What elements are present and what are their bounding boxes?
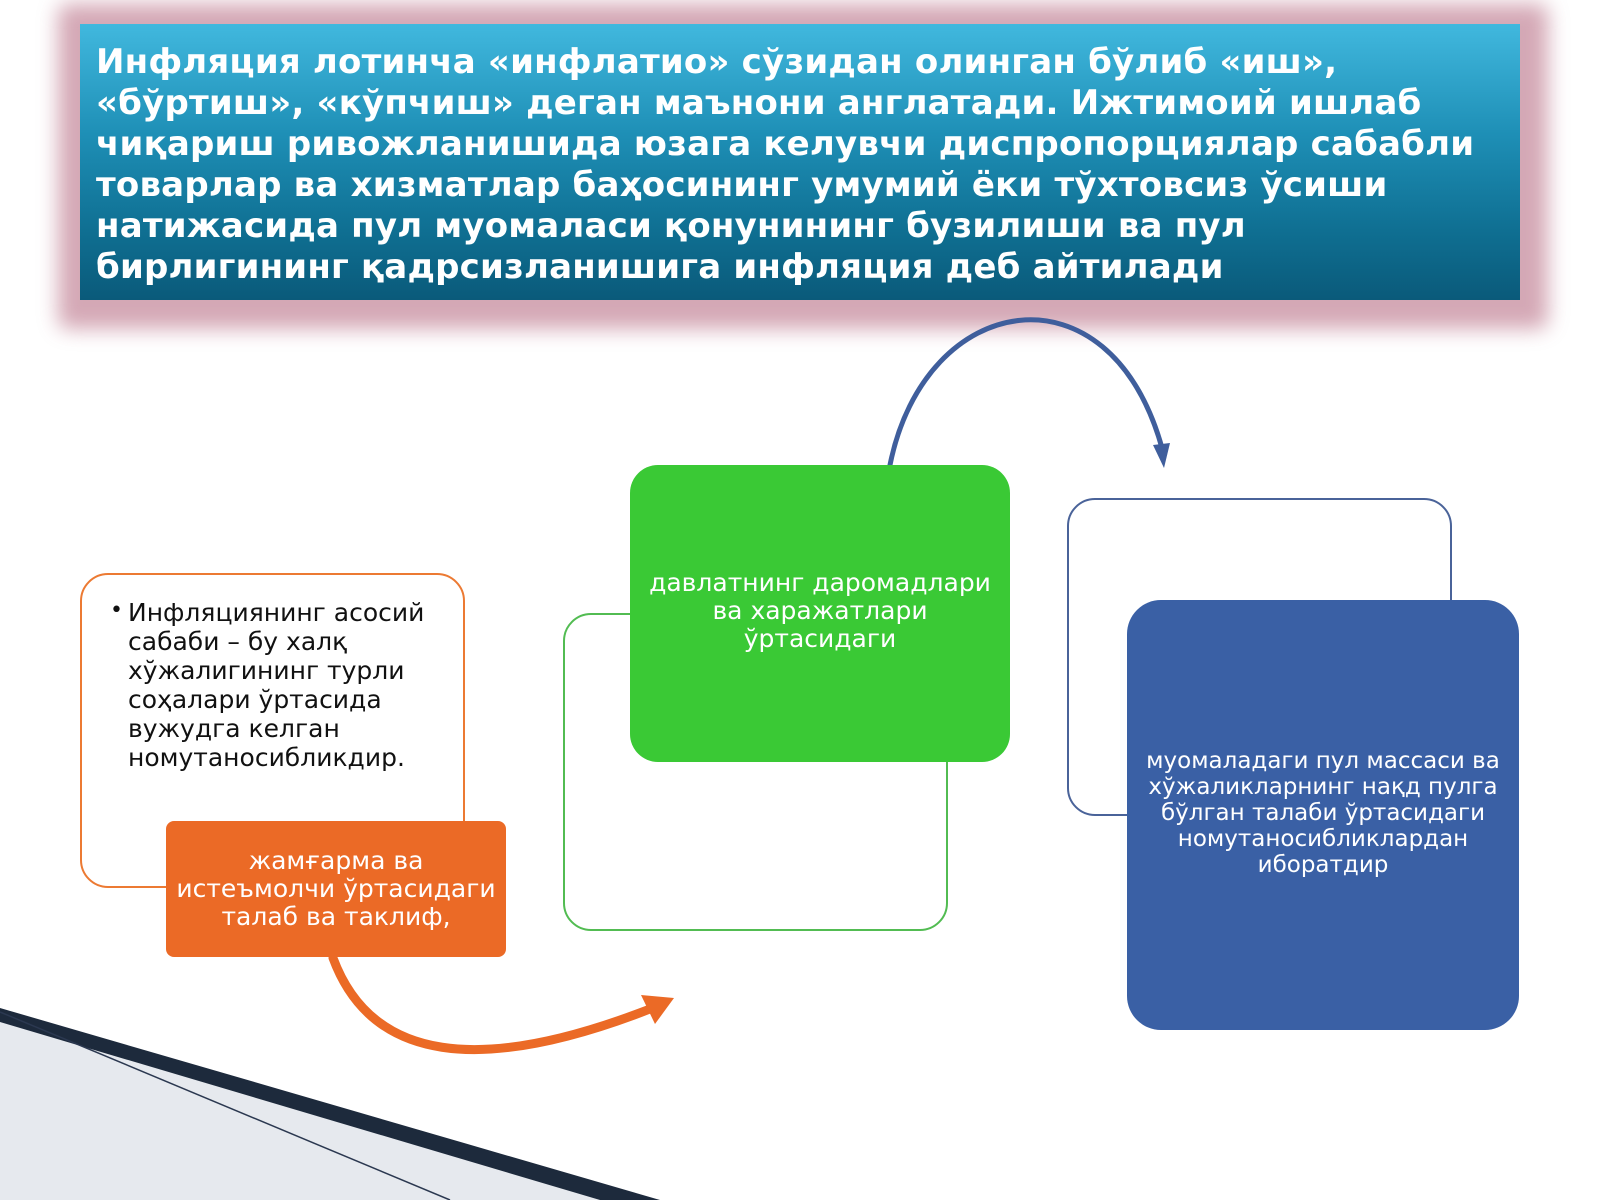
- definition-header: [80, 24, 1520, 300]
- blue-imbalance-box: [1127, 600, 1519, 1030]
- blue-box-text: муомаладаги пул массаси ва хўжаликларнинг нақд пулга бўлган талаби ўртасидаги номутаносибликлардан иборатдир: [1146, 748, 1500, 878]
- green-imbalance-box: [630, 465, 1010, 762]
- orange-box-text: жамғарма ва истеъмолчи ўртасидаги талаб ва таклиф,: [176, 846, 496, 931]
- cause-bullet-text: Инфляциянинг асосий сабаби – бу халқ хўжалигининг турли соҳалари ўртасида вужудга келган номутаносибликдир.: [128, 598, 425, 772]
- cause-bullet: [110, 598, 440, 772]
- orange-imbalance-box: [166, 821, 506, 957]
- bullet-icon: •: [110, 598, 123, 623]
- green-box-text: давлатнинг даромадлари ва харажатлари ўртасидаги: [649, 568, 991, 653]
- definition-text: Инфляция лотинча «инфлатио» сўзидан олинган бўлиб «иш», «бўртиш», «кўпчиш» деган маънони англатади. Ижтимоий ишлаб чиқариш ривожланишида юзага келувчи диспропорциялар сабабли товарлар ва хизматлар баҳосининг умумий ёки тўхтовсиз ўсиши натижасида пул муомаласи қонунининг бузилиши ва пул бирлигининг қадрсизланишига инфляция деб айтилади: [96, 42, 1475, 287]
